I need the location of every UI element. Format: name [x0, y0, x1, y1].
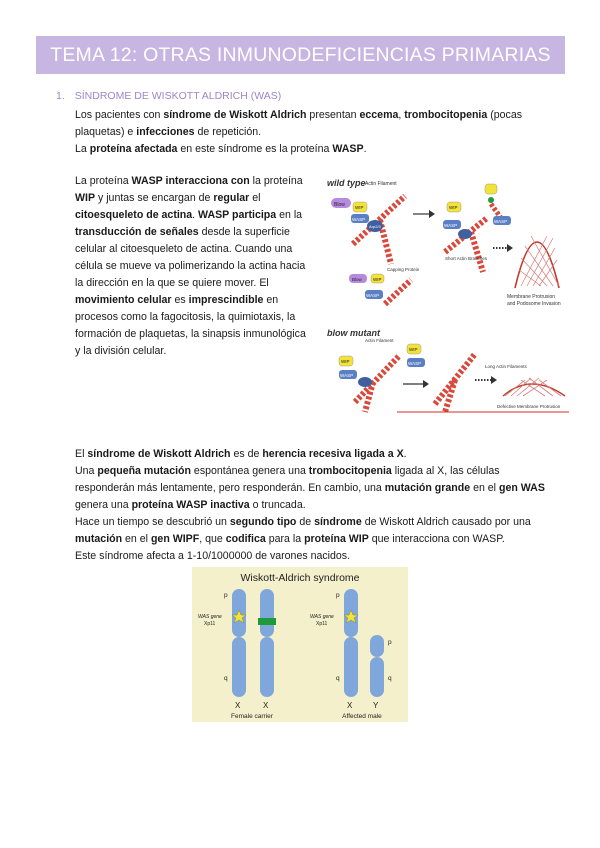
wasp-actin-diagram — [325, 176, 580, 416]
actin-filament-label-1: Actin Filament — [365, 181, 397, 187]
svg-text:p: p — [388, 639, 392, 646]
text-line: Hace un tiempo se descubrió un segundo tipo de síndrome de Wiskott Aldrich causado por una — [75, 516, 531, 528]
podosome-invasion-label: and Podosome Invasion — [507, 301, 561, 307]
blow-mutant-label: blow mutant — [327, 328, 380, 338]
svg-text:p: p — [336, 592, 340, 599]
svg-text:q: q — [336, 675, 340, 682]
text-line: El síndrome de Wiskott Aldrich es de herencia recesiva ligada a X. — [75, 448, 407, 460]
text-line: Los pacientes con síndrome de Wiskott Aldrich presentan eccema, trombocitopenia (pocas — [75, 109, 523, 121]
svg-text:p: p — [224, 592, 228, 599]
long-actin-label: Long Actin Filaments — [485, 364, 527, 369]
svg-text:Y: Y — [373, 701, 379, 710]
svg-text:Actin Filament: Actin Filament — [365, 338, 394, 343]
svg-text:WIP: WIP — [373, 277, 382, 282]
defective-protrusion-label: Defective Membrane Protrusion — [497, 404, 561, 409]
text-line: WIP y juntas se encargan de regular el — [75, 192, 261, 204]
text-line: célula se mueve va polimerizando la actina hacia — [75, 260, 306, 272]
text-line: movimiento celular es imprescindible en — [75, 294, 279, 306]
svg-text:WIP: WIP — [355, 205, 364, 210]
svg-text:WIP: WIP — [409, 347, 418, 352]
svg-text:WIP: WIP — [341, 359, 350, 364]
text-line: plaquetas) e infecciones de repetición. — [75, 126, 262, 138]
female-carrier-label: Female carrier — [231, 713, 273, 720]
text-line: La proteína WASP interacciona con la proteína — [75, 175, 303, 187]
svg-text:Blow: Blow — [352, 277, 362, 282]
text-line: Este síndrome afecta a 1-10/1000000 de varones nacidos. — [75, 550, 351, 562]
chromosome-y — [370, 635, 384, 697]
chromosome-x-2 — [258, 589, 276, 697]
svg-text:X: X — [347, 701, 353, 710]
svg-text:Xp11: Xp11 — [316, 621, 328, 627]
text-line: y la división celular. — [75, 345, 167, 357]
svg-text:Blow: Blow — [334, 202, 345, 208]
svg-text:Arp2/3: Arp2/3 — [369, 224, 381, 229]
short-actin-label: Short Actin Branches — [445, 256, 488, 261]
svg-text:WASP: WASP — [352, 217, 366, 222]
affected-male-label: Affected male — [342, 713, 382, 720]
svg-text:WASP: WASP — [366, 293, 380, 298]
svg-text:WIP: WIP — [449, 205, 458, 210]
chromosome-x-male — [344, 589, 358, 697]
section-title: SÍNDROME DE WISKOTT ALDRICH (WAS) — [74, 90, 282, 102]
text-line: mutación en el gen WIPF, que codifica para la proteína WIP que interacciona con WASP. — [75, 533, 505, 545]
svg-text:WASP: WASP — [444, 223, 458, 228]
text-line: La proteína afectada en este síndrome es la proteína WASP. — [75, 143, 367, 155]
svg-text:q: q — [388, 675, 392, 682]
membrane-protrusion-label: Membrane Protrusion — [507, 294, 556, 300]
svg-text:WASP: WASP — [494, 219, 508, 224]
text-line: formación de plaquetas, la sinapsis inmunológica — [75, 328, 306, 340]
text-line: citoesqueleto de actina. WASP participa en la — [75, 209, 303, 221]
text-line: responderán más lentamente, pero responderán. En cambio, una mutación grande en el gen WAS — [75, 482, 545, 494]
wasp-paragraph — [75, 173, 320, 360]
svg-text:X: X — [263, 701, 269, 710]
wild-type-label: wild type — [327, 178, 366, 188]
section-number: 1. — [56, 90, 65, 102]
title-banner — [36, 36, 565, 74]
text-line: celular al citoesqueleto de actina. Cuando una — [75, 243, 293, 255]
mutation-band — [258, 618, 276, 625]
herencia-paragraph — [75, 446, 575, 565]
svg-text:Xp11: Xp11 — [204, 621, 216, 627]
diagram-title: Wiskott-Aldrich syndrome — [240, 572, 360, 584]
text-line: transducción de señales desde la superficie — [75, 226, 290, 238]
was-chromosome-diagram — [192, 567, 408, 722]
svg-text:q: q — [224, 675, 228, 682]
chromosome-x-1 — [232, 589, 246, 697]
page-title: TEMA 12: OTRAS INMUNODEFICIENCIAS PRIMARIAS — [50, 43, 551, 66]
capping-protein-label: Capping Protein — [387, 267, 420, 272]
svg-text:X: X — [235, 701, 241, 710]
was-gene-label-2: WAS gene — [310, 614, 334, 620]
text-line: procesos como la fagocitosis, la quimiotaxis, la — [75, 311, 296, 323]
section-heading — [56, 90, 281, 102]
text-line: Una pequeña mutación espontánea genera una trombocitopenia ligada al X, las células — [75, 465, 500, 477]
svg-text:WASP: WASP — [340, 373, 354, 378]
was-gene-label-1: WAS gene — [198, 614, 222, 620]
text-line: la dirección en la que se quiere mover. El — [75, 277, 269, 289]
intro-paragraph — [75, 107, 575, 158]
text-line: genera una proteína WASP inactiva o truncada. — [75, 499, 306, 511]
svg-text:WASP: WASP — [408, 361, 422, 366]
